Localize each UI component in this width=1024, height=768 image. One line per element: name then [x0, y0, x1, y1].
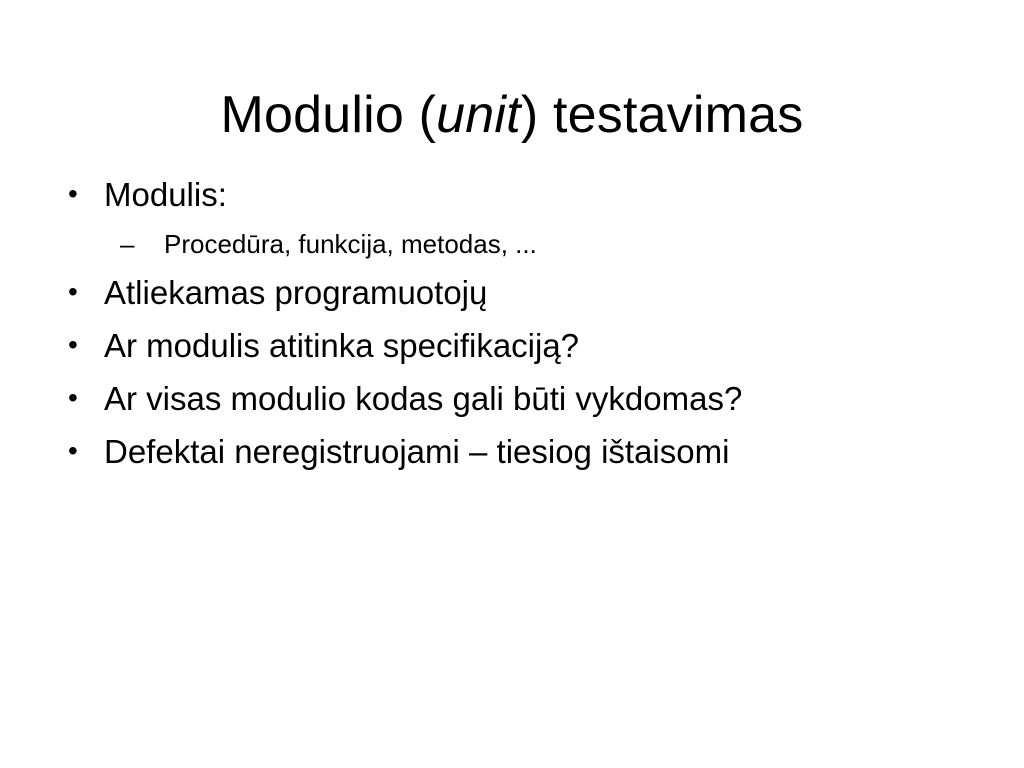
- list-item: [52, 274, 982, 312]
- page-title: [70, 87, 954, 144]
- list-item: [52, 433, 982, 471]
- list-item-label: Defektai neregistruojami – tiesiog ištaisomi: [104, 433, 730, 471]
- bullet-marker-icon: •: [68, 276, 78, 308]
- content-bullet-list: [52, 178, 982, 488]
- bullet-marker-icon: •: [68, 435, 78, 467]
- bullet-marker-icon: •: [68, 382, 78, 414]
- bullet-marker-icon: •: [68, 178, 78, 209]
- bullet-marker-icon: •: [68, 329, 78, 361]
- title-prefix: Modulio (: [220, 85, 437, 144]
- list-item: [52, 178, 982, 211]
- list-item: [52, 380, 982, 418]
- list-item-label: Atliekamas programuotojų: [104, 274, 488, 312]
- dash-marker-icon: –: [120, 229, 135, 259]
- list-item: [52, 231, 982, 258]
- list-item-label: Procedūra, funkcija, metodas, ...: [164, 229, 537, 259]
- title-suffix: ) testavimas: [520, 85, 804, 144]
- list-item-label: Modulis:: [104, 176, 227, 213]
- list-item-label: Ar visas modulio kodas gali būti vykdomas?: [104, 380, 743, 418]
- title-italic-term: unit: [436, 85, 521, 144]
- list-item: [52, 327, 982, 365]
- list-item-label: Ar modulis atitinka specifikaciją?: [104, 327, 580, 365]
